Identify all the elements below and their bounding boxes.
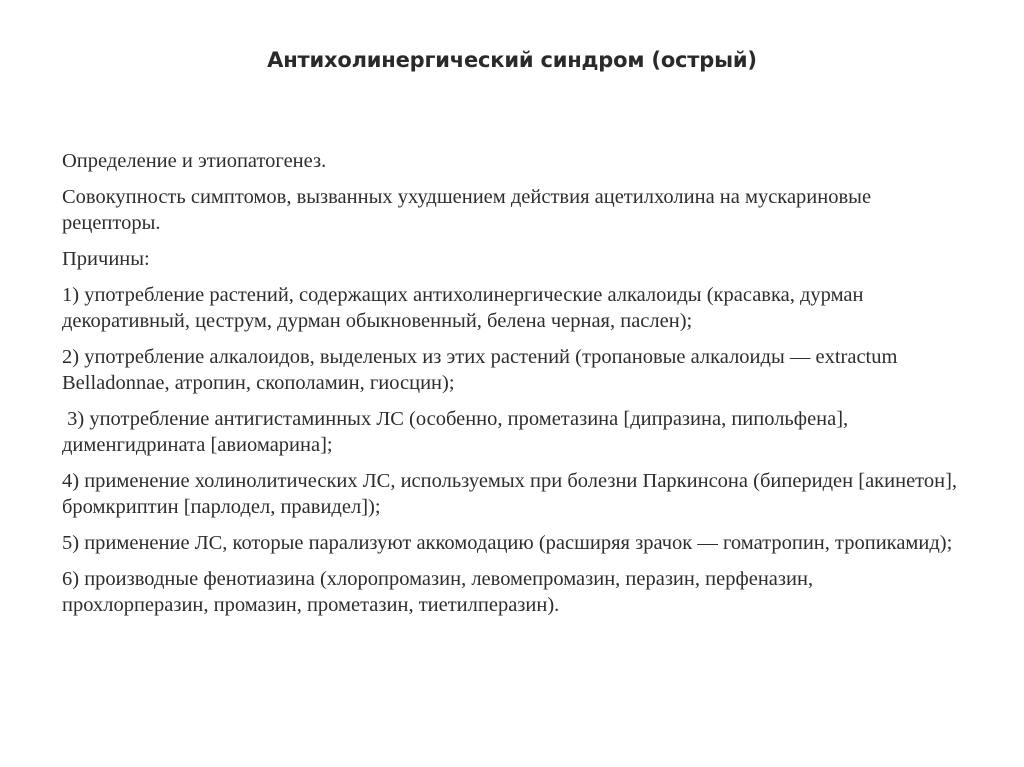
cause-item-5: 5) применение ЛС, которые парализуют аккомодацию (расширяя зрачок — гоматропин, тропикамид); [62, 532, 953, 554]
cause-item-3: 3) употребление антигистаминных ЛС (особенно, прометазина [дипразина, пипольфена], дименгидрината [авиомарина]; [62, 408, 854, 456]
slide-body [62, 148, 962, 628]
causes-heading: Причины: [62, 248, 150, 270]
cause-item-4: 4) применение холинолитических ЛС, используемых при болезни Паркинсона (бипериден [акинетон], бромкриптин [парлодел, правидел]); [62, 470, 958, 518]
cause-item-1: 1) употребление растений, содержащих антихолинергические алкалоиды (красавка, дурман декоративный, цеструм, дурман обыкновенный, белена черная, паслен); [62, 284, 864, 332]
slide-title: Антихолинергический синдром (острый) [267, 48, 757, 72]
cause-item-2: 2) употребление алкалоидов, выделеных из этих растений (тропановые алкалоиды — extractum Belladonnae, атропин, скополамин, гиосцин); [62, 346, 898, 394]
cause-item-6: 6) производные фенотиазина (хлоропромазин, левомепромазин, перазин, перфеназин, прохлорперазин, промазин, прометазин, тиетилперазин). [62, 568, 814, 616]
definition-text: Совокупность симптомов, вызванных ухудшением действия ацетилхолина на мускариновые рецепторы. [62, 186, 872, 234]
definition-heading: Определение и этиопатогенез. [62, 150, 327, 172]
